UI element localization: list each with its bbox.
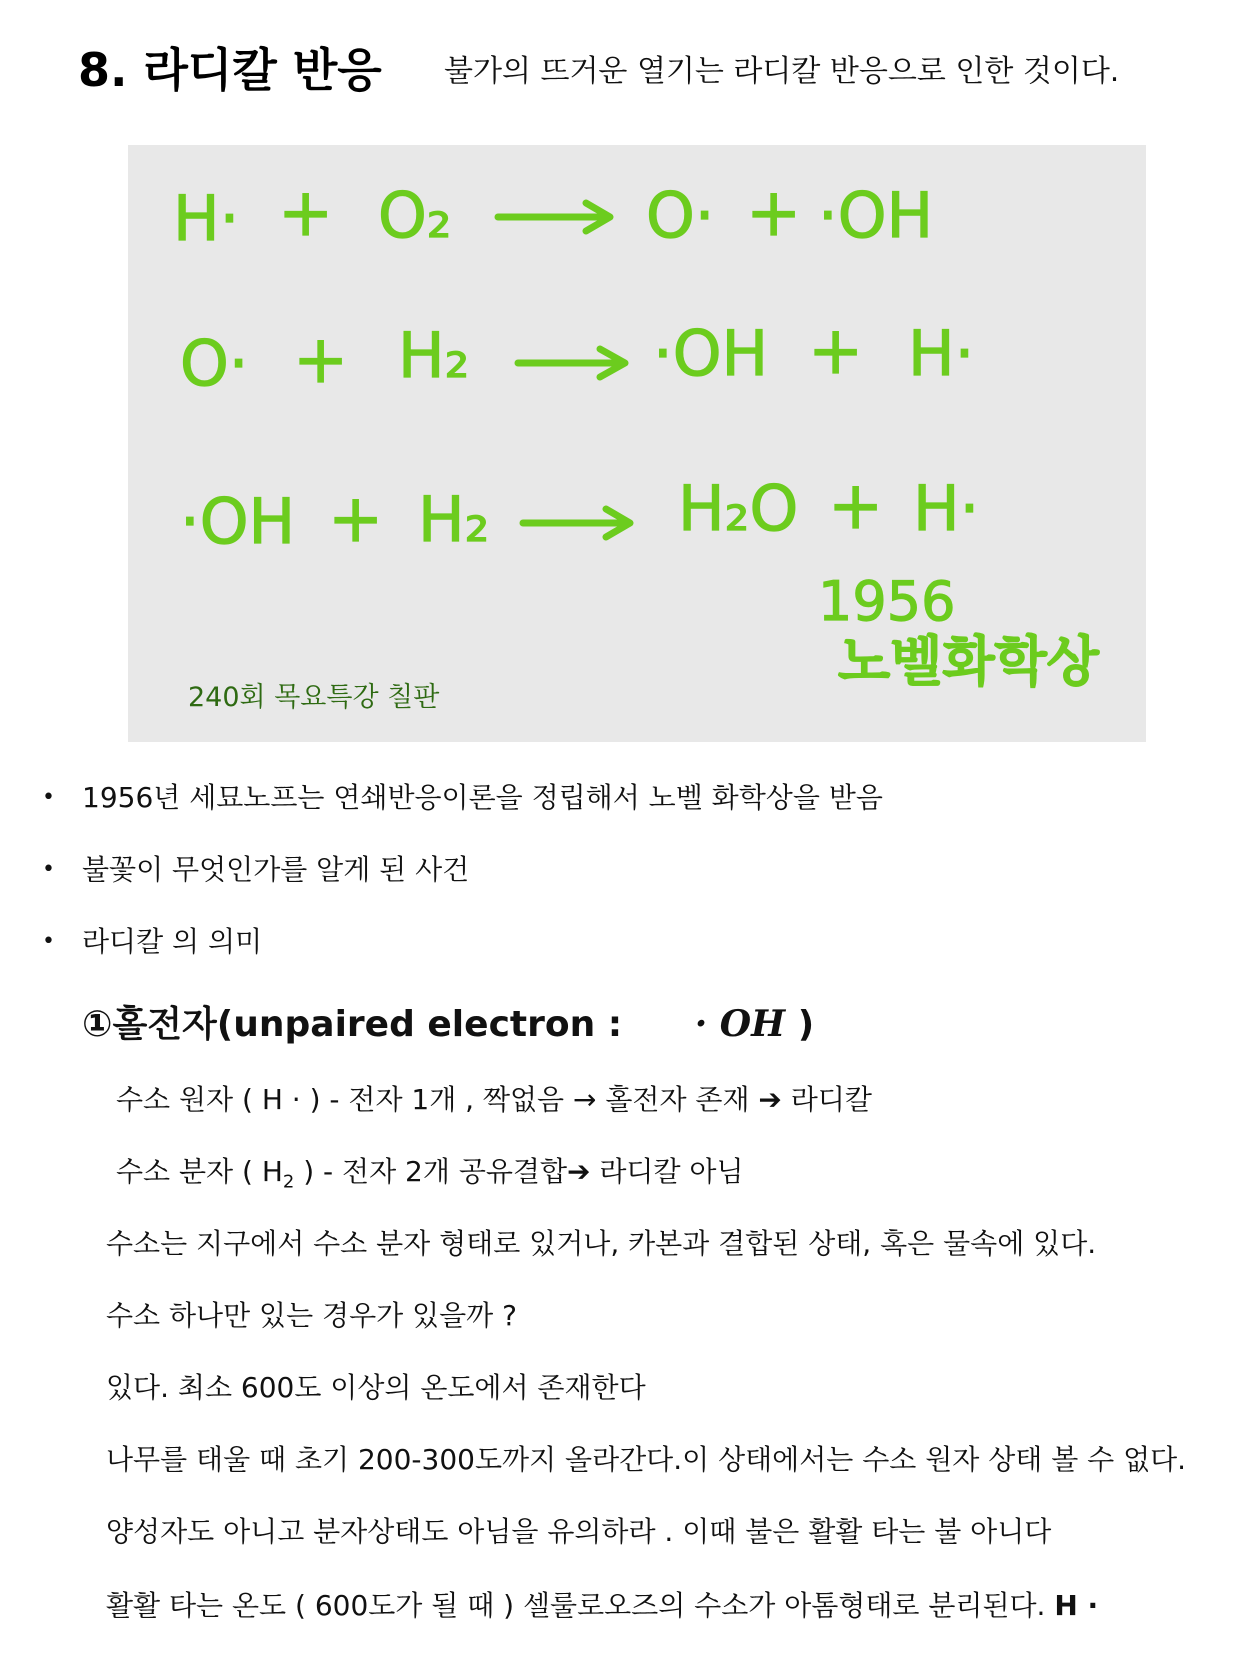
bullet-item: • 라디칼 의 의미 bbox=[40, 914, 883, 986]
row1-product2: ·OH bbox=[818, 179, 934, 252]
row1-plus: + bbox=[278, 174, 334, 251]
body-line-2b: ) - 전자 2개 공유결합➔ 라디칼 아님 bbox=[294, 1155, 744, 1188]
row1-product1: O· bbox=[646, 179, 715, 252]
blackboard-image bbox=[128, 145, 1146, 742]
body-line-6: 나무를 태울 때 초기 200-300도까지 올라간다.이 상태에서는 수소 원자 상태 볼 수 없다. bbox=[106, 1443, 1187, 1476]
section-heading-text: ①홀전자(unpaired electron : bbox=[82, 1004, 623, 1045]
row1-plus2: + bbox=[746, 174, 802, 251]
body-line-2 bbox=[116, 1150, 744, 1193]
row2-product1: ·OH bbox=[653, 317, 769, 390]
row3-product2: H· bbox=[913, 472, 980, 545]
row3-reactant: H₂ bbox=[418, 483, 490, 556]
bullet-list bbox=[40, 770, 883, 986]
row1-arrow bbox=[498, 203, 610, 231]
section-close: ) bbox=[797, 1004, 815, 1045]
row3-plus2: + bbox=[828, 467, 884, 544]
row2-reactant: H₂ bbox=[398, 319, 470, 392]
row3-product1: H₂O bbox=[678, 472, 799, 545]
body-line-8 bbox=[106, 1584, 1098, 1624]
body-line-2a: 수소 분자 ( H bbox=[116, 1155, 283, 1188]
body-line-8-text: 활활 타는 온도 ( 600도가 될 때 ) 셀룰로오즈의 수소가 아톰형태로 분리된다. bbox=[106, 1589, 1046, 1622]
row1-left: H· bbox=[173, 182, 240, 255]
row3-plus: + bbox=[328, 480, 384, 557]
bullet-item: • 불꽃이 무엇인가를 알게 된 사건 bbox=[40, 842, 883, 914]
section-heading bbox=[82, 996, 814, 1047]
body-line-3: 수소는 지구에서 수소 분자 형태로 있거나, 카본과 결합된 상태, 혹은 물속에 있다. bbox=[106, 1227, 1097, 1260]
bullet-item: • 1956년 세묘노프는 연쇄반응이론을 정립해서 노벨 화학상을 받음 bbox=[40, 770, 883, 842]
row3-arrow bbox=[523, 509, 630, 537]
body-line-1: 수소 원자 ( H · ) - 전자 1개 , 짝없음 → 홀전자 존재 ➔ 라디칼 bbox=[116, 1083, 872, 1116]
row2-product2: H· bbox=[908, 317, 975, 390]
row3-left: ·OH bbox=[180, 485, 296, 558]
body-line-7: 양성자도 아니고 분자상태도 아님을 유의하라 . 이때 불은 활활 타는 불 아니다 bbox=[106, 1515, 1052, 1548]
body-line-5: 있다. 최소 600도 이상의 온도에서 존재한다 bbox=[106, 1371, 646, 1404]
section-symbol: · OH bbox=[694, 1003, 786, 1045]
row2-plus2: + bbox=[808, 312, 864, 389]
row1-reactant: O₂ bbox=[378, 179, 452, 252]
year-note: 1956 bbox=[818, 570, 956, 633]
row2-plus: + bbox=[293, 321, 349, 398]
body-line-8-symbol: H · bbox=[1054, 1589, 1099, 1622]
page-subtitle: 불가의 뜨거운 열기는 라디칼 반응으로 인한 것이다. bbox=[444, 54, 1120, 89]
award-note: 노벨화학상 bbox=[838, 630, 1099, 693]
page-title: 8. 라디칼 반응 bbox=[78, 43, 382, 97]
body-line-2-sub: 2 bbox=[282, 1171, 295, 1193]
board-caption: 240회 목요특강 칠판 bbox=[188, 682, 440, 713]
handwritten-equations bbox=[128, 145, 1146, 742]
body-line-4: 수소 하나만 있는 경우가 있을까 ? bbox=[106, 1299, 517, 1332]
row2-left: O· bbox=[180, 327, 249, 400]
row2-arrow bbox=[518, 349, 625, 377]
